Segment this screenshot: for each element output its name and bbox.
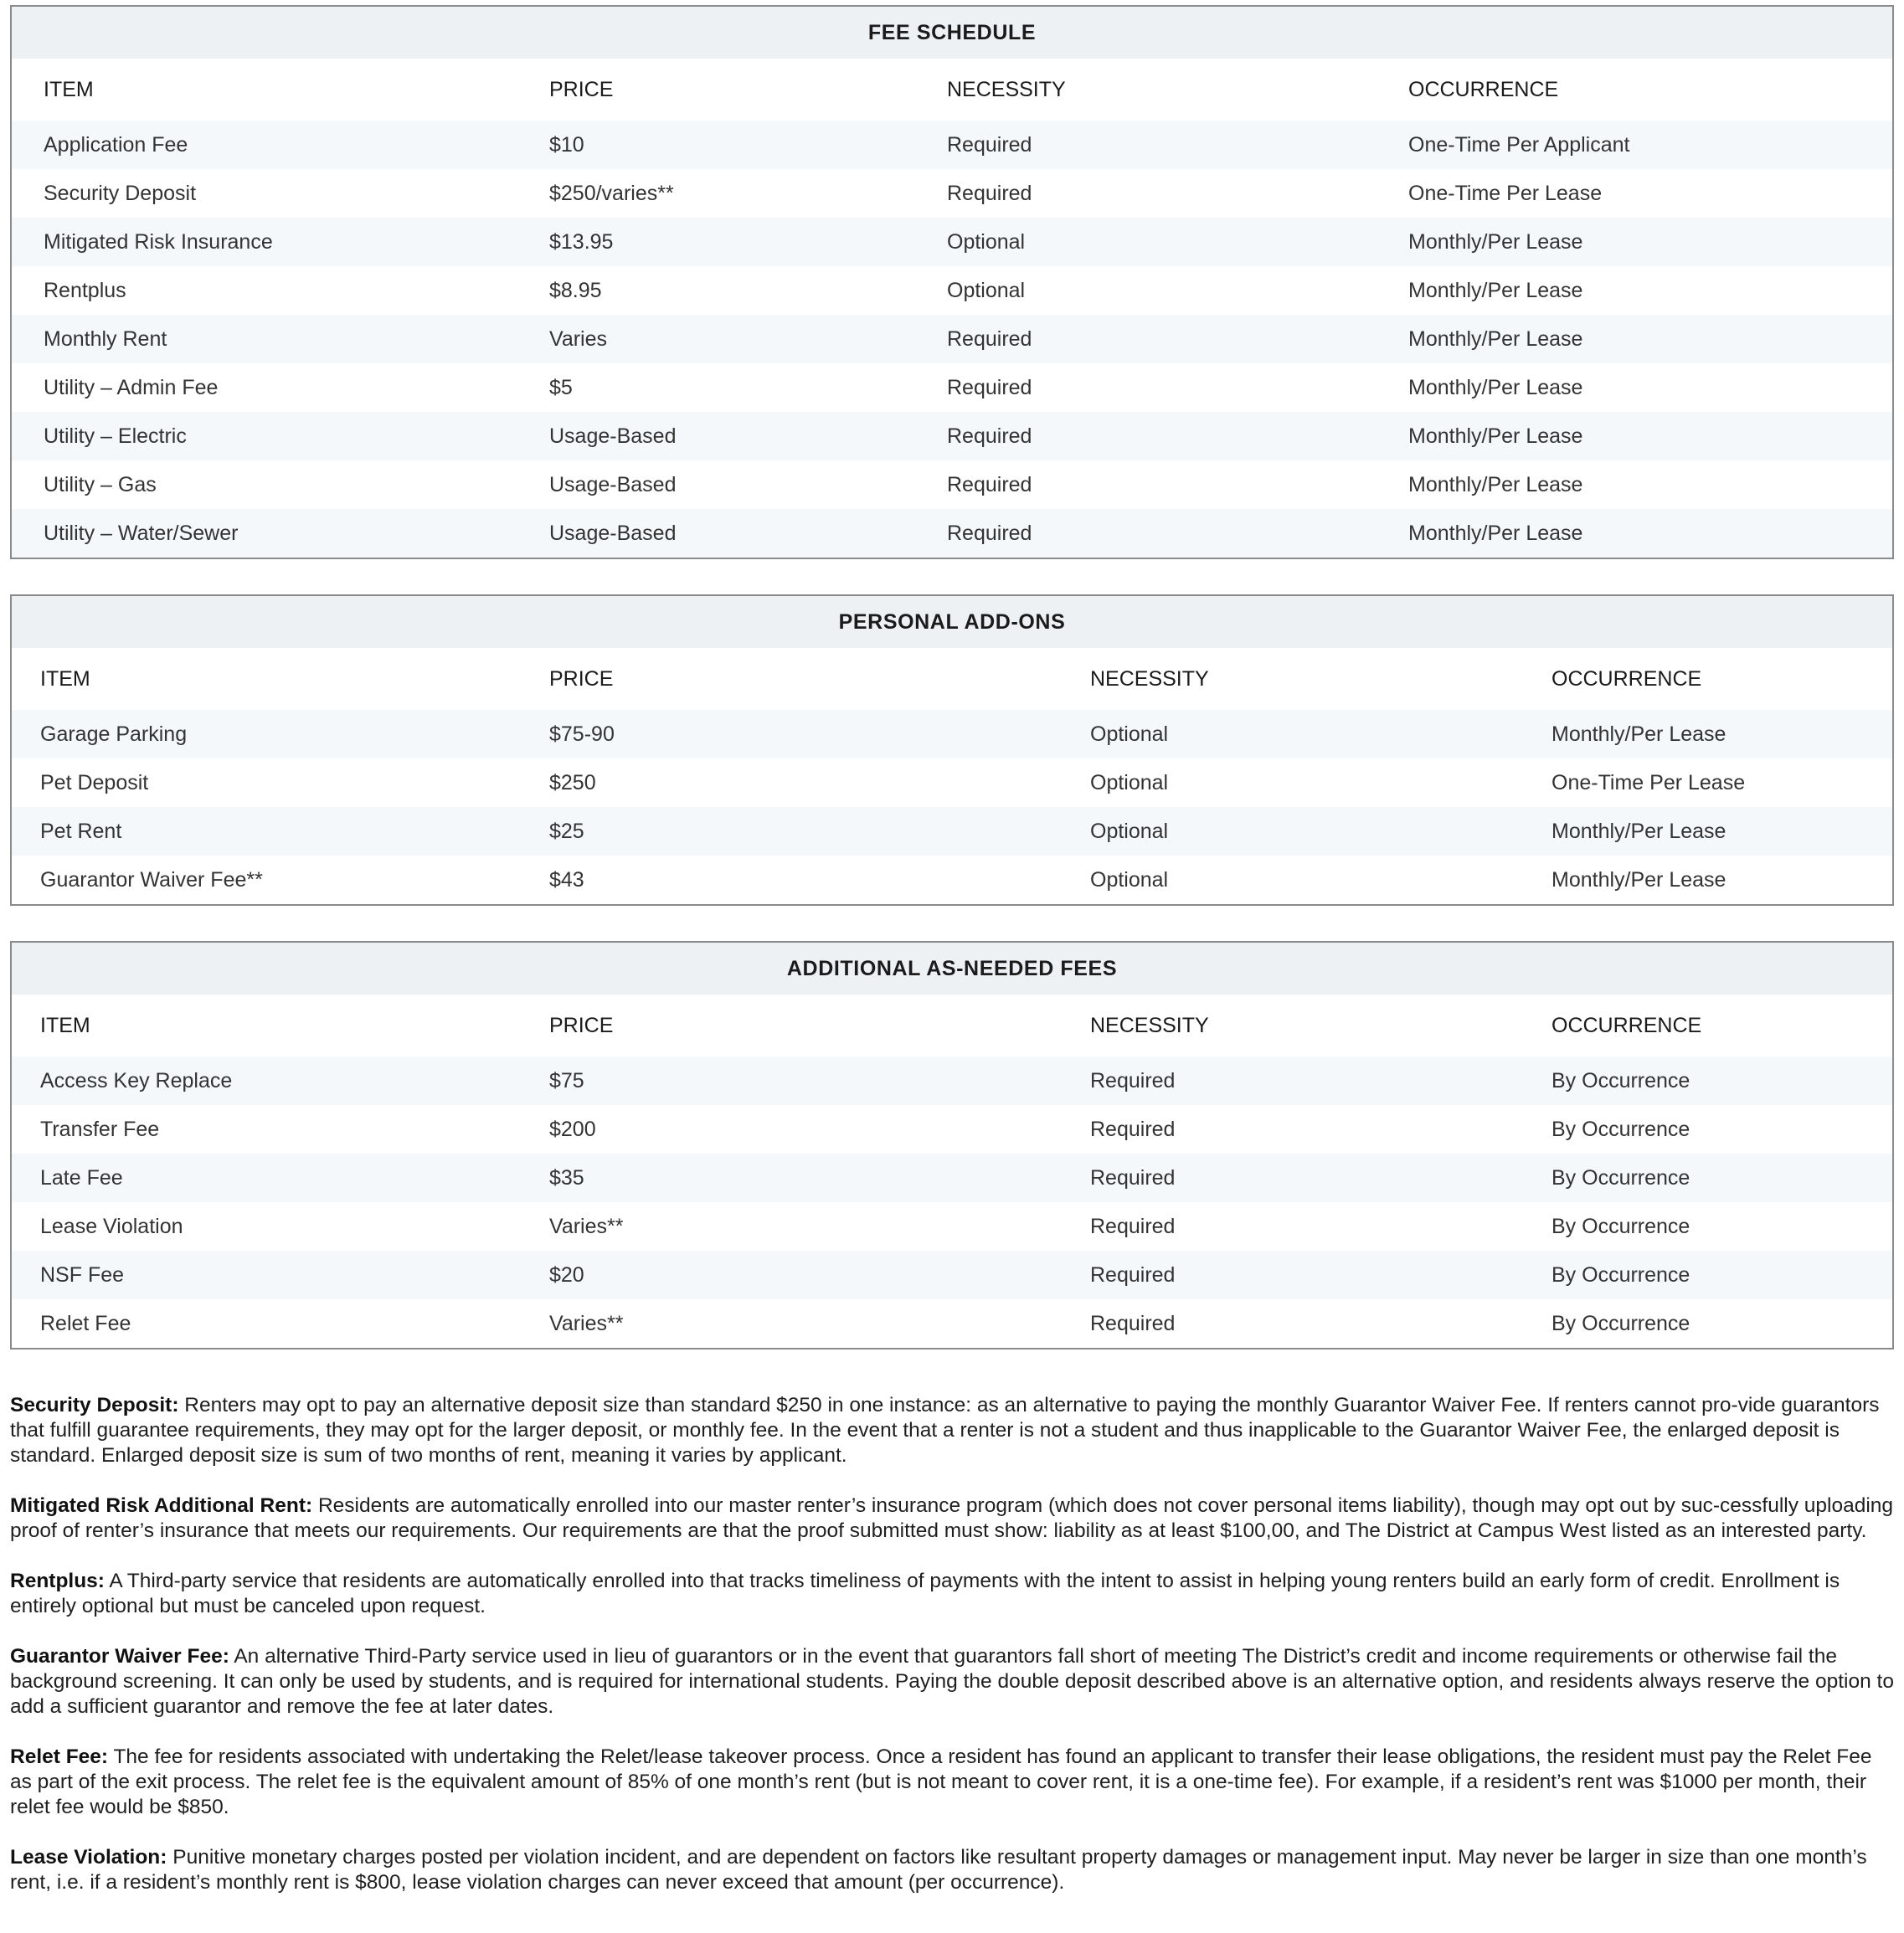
row-price: Varies — [549, 326, 608, 351]
row-occurrence: One-Time Per Lease — [1408, 181, 1603, 205]
column-header-price: PRICE — [549, 77, 614, 101]
note-text: Punitive monetary charges posted per violation incident, and are dependent on factors like resultant property damages or management input. May never be larger in size than one month’s rent, i.e. if a resident’s monthly rent is $800, lease violation charges can never exceed that amount (per occurrence). — [10, 1846, 1867, 1894]
row-price: $13.95 — [549, 229, 614, 254]
table-row — [12, 460, 1892, 509]
note-label: Relet Fee: — [10, 1745, 109, 1768]
personal-addons-table — [10, 594, 1894, 906]
row-necessity: Required — [947, 375, 1032, 399]
row-price: $35 — [549, 1165, 584, 1190]
row-price: Usage-Based — [549, 424, 677, 448]
table-row — [12, 266, 1892, 315]
table-title: ADDITIONAL AS-NEEDED FEES — [12, 943, 1892, 995]
note-label: Lease Violation: — [10, 1846, 167, 1869]
row-occurrence: By Occurrence — [1552, 1068, 1690, 1092]
row-price: $200 — [549, 1117, 596, 1141]
row-occurrence: One-Time Per Applicant — [1408, 132, 1630, 157]
note-label: Mitigated Risk Additional Rent: — [10, 1494, 313, 1517]
table-row — [12, 169, 1892, 218]
note-security-deposit — [10, 1393, 1896, 1468]
row-occurrence: Monthly/Per Lease — [1408, 424, 1583, 448]
row-necessity: Required — [947, 521, 1032, 545]
row-price: $5 — [549, 375, 573, 399]
row-price: $20 — [549, 1262, 584, 1287]
row-item: Lease Violation — [40, 1214, 183, 1238]
table-row — [12, 1299, 1892, 1348]
table-row — [12, 1105, 1892, 1154]
row-item: Access Key Replace — [40, 1068, 233, 1092]
row-necessity: Required — [947, 472, 1032, 496]
row-item: Application Fee — [44, 132, 188, 157]
row-occurrence: Monthly/Per Lease — [1408, 472, 1583, 496]
row-necessity: Required — [947, 326, 1032, 351]
table-row — [12, 1056, 1892, 1105]
row-necessity: Required — [1090, 1068, 1176, 1092]
row-occurrence: Monthly/Per Lease — [1408, 375, 1583, 399]
row-item: Garage Parking — [40, 722, 188, 746]
row-price: Usage-Based — [549, 472, 677, 496]
row-occurrence: By Occurrence — [1552, 1311, 1690, 1335]
table-row — [12, 1202, 1892, 1251]
row-price: $43 — [549, 867, 584, 892]
table-row — [12, 218, 1892, 266]
table-row — [12, 1251, 1892, 1299]
fee-notes — [10, 1393, 1896, 1895]
row-price: $25 — [549, 819, 584, 843]
row-occurrence: By Occurrence — [1552, 1117, 1690, 1141]
row-occurrence: One-Time Per Lease — [1552, 770, 1746, 794]
row-item: Late Fee — [40, 1165, 123, 1190]
row-item: Utility – Electric — [44, 424, 187, 448]
row-item: Utility – Water/Sewer — [44, 521, 239, 545]
row-necessity: Optional — [1090, 722, 1169, 746]
row-price: $75-90 — [549, 722, 615, 746]
row-necessity: Required — [1090, 1311, 1176, 1335]
row-item: Monthly Rent — [44, 326, 167, 351]
row-occurrence: Monthly/Per Lease — [1552, 722, 1726, 746]
row-item: Security Deposit — [44, 181, 197, 205]
table-row — [12, 807, 1892, 856]
row-necessity: Required — [947, 424, 1032, 448]
row-occurrence: Monthly/Per Lease — [1408, 326, 1583, 351]
note-rentplus — [10, 1569, 1896, 1619]
row-necessity: Required — [947, 132, 1032, 157]
row-price: $10 — [549, 132, 584, 157]
note-text: Residents are automatically enrolled into our master renter’s insurance program (which does not cover personal items liability), though may opt out by suc-cessfully uploading proof of renter’s insurance that meets our requirements. Our requirements are that the proof submitted must show: liability as at least $100,00, and The District at Campus West listed as an interested party. — [10, 1494, 1894, 1542]
row-item: NSF Fee — [40, 1262, 125, 1287]
note-label: Security Deposit: — [10, 1394, 179, 1416]
row-necessity: Required — [1090, 1214, 1176, 1238]
row-price: Usage-Based — [549, 521, 677, 545]
row-occurrence: Monthly/Per Lease — [1552, 867, 1726, 892]
row-necessity: Required — [1090, 1117, 1176, 1141]
row-price: Varies** — [549, 1311, 624, 1335]
row-occurrence: By Occurrence — [1552, 1262, 1690, 1287]
row-occurrence: By Occurrence — [1552, 1165, 1690, 1190]
column-header-necessity: NECESSITY — [1090, 1013, 1209, 1037]
table-row — [12, 315, 1892, 363]
row-item: Guarantor Waiver Fee** — [40, 867, 263, 892]
fee-schedule-table — [10, 5, 1894, 559]
column-header-item: ITEM — [40, 1013, 90, 1037]
note-guarantor-waiver — [10, 1644, 1896, 1720]
note-text: An alternative Third-Party service used in lieu of guarantors or in the event that guarantors fall short of meeting The District’s credit and income requirements or otherwise fail the background screening. It can only be used by students, and is required for international students. Paying the double deposit described above is an alternative option, and residents always reserve the option to add a sufficient guarantor and remove the fee at later dates. — [10, 1645, 1894, 1718]
row-item: Rentplus — [44, 278, 126, 302]
note-label: Guarantor Waiver Fee: — [10, 1645, 229, 1668]
column-header-necessity: NECESSITY — [947, 77, 1066, 101]
table-header-row — [12, 995, 1892, 1056]
note-lease-violation — [10, 1845, 1896, 1895]
table-header-row — [12, 59, 1892, 121]
row-occurrence: By Occurrence — [1552, 1214, 1690, 1238]
note-mitigated-risk — [10, 1493, 1896, 1544]
column-header-item: ITEM — [44, 77, 94, 101]
row-necessity: Optional — [1090, 770, 1169, 794]
note-relet-fee — [10, 1745, 1896, 1820]
row-necessity: Optional — [1090, 867, 1169, 892]
row-item: Pet Rent — [40, 819, 122, 843]
row-necessity: Required — [947, 181, 1032, 205]
table-header-row — [12, 648, 1892, 710]
row-necessity: Optional — [947, 278, 1026, 302]
table-row — [12, 758, 1892, 807]
row-occurrence: Monthly/Per Lease — [1408, 229, 1583, 254]
row-item: Utility – Admin Fee — [44, 375, 219, 399]
fee-document — [10, 0, 1904, 1895]
note-text: A Third-party service that residents are automatically enrolled into that tracks timeliness of payments with the intent to assist in helping young renters build an early form of credit. Enrollment is entirely optional but must be canceled upon request. — [10, 1570, 1840, 1617]
note-text: Renters may opt to pay an alternative deposit size than standard $250 in one instance: as an alternative to paying the monthly Guarantor Waiver Fee. If renters cannot pro-vide guarantors that fulfill guarantee requirements, they may opt for the larger deposit, or monthly fee. In the event that a renter is not a student and thus inapplicable to the Guarantor Waiver Fee, the enlarged deposit is standard. Enlarged deposit size is sum of two months of rent, meaning it varies by applicant. — [10, 1394, 1880, 1467]
column-header-occurrence: OCCURRENCE — [1408, 77, 1559, 101]
row-item: Pet Deposit — [40, 770, 149, 794]
row-item: Relet Fee — [40, 1311, 131, 1335]
row-necessity: Required — [1090, 1262, 1176, 1287]
table-row — [12, 363, 1892, 412]
table-title: FEE SCHEDULE — [12, 7, 1892, 59]
note-label: Rentplus: — [10, 1570, 105, 1592]
row-price: $250/varies** — [549, 181, 674, 205]
table-title: PERSONAL ADD-ONS — [12, 596, 1892, 648]
row-occurrence: Monthly/Per Lease — [1408, 521, 1583, 545]
row-necessity: Required — [1090, 1165, 1176, 1190]
table-row — [12, 1154, 1892, 1202]
row-item: Transfer Fee — [40, 1117, 160, 1141]
row-price: Varies** — [549, 1214, 624, 1238]
column-header-item: ITEM — [40, 666, 90, 691]
row-necessity: Optional — [947, 229, 1026, 254]
table-row — [12, 710, 1892, 758]
row-price: $8.95 — [549, 278, 602, 302]
table-row — [12, 856, 1892, 904]
additional-fees-table — [10, 941, 1894, 1350]
table-row — [12, 412, 1892, 460]
column-header-occurrence: OCCURRENCE — [1552, 666, 1702, 691]
row-price: $75 — [549, 1068, 584, 1092]
table-row — [12, 121, 1892, 169]
note-text: The fee for residents associated with undertaking the Relet/lease takeover process. Once a resident has found an applicant to transfer their lease obligations, the resident must pay the Relet Fee as part of the exit process. The relet fee is the equivalent amount of 85% of one month’s rent (but is not meant to cover rent, it is a one-time fee). For example, if a resident’s rent was $1000 per month, their relet fee would be $850. — [10, 1745, 1872, 1818]
row-price: $250 — [549, 770, 596, 794]
row-item: Utility – Gas — [44, 472, 157, 496]
row-item: Mitigated Risk Insurance — [44, 229, 273, 254]
column-header-occurrence: OCCURRENCE — [1552, 1013, 1702, 1037]
row-necessity: Optional — [1090, 819, 1169, 843]
column-header-necessity: NECESSITY — [1090, 666, 1209, 691]
column-header-price: PRICE — [549, 666, 614, 691]
table-row — [12, 509, 1892, 558]
row-occurrence: Monthly/Per Lease — [1552, 819, 1726, 843]
column-header-price: PRICE — [549, 1013, 614, 1037]
row-occurrence: Monthly/Per Lease — [1408, 278, 1583, 302]
